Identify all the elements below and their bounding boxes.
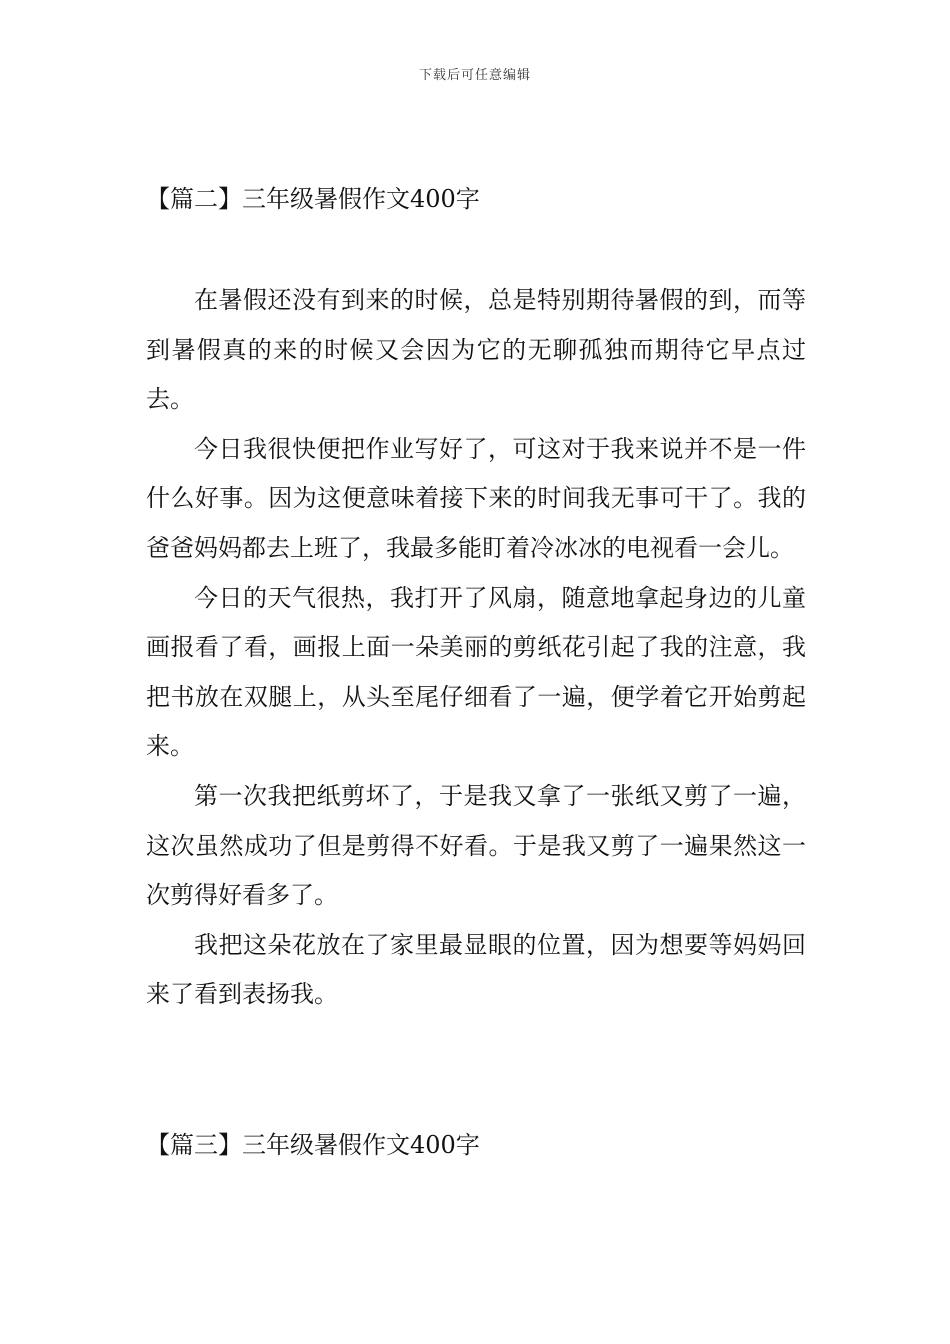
paragraph: 第一次我把纸剪坏了，于是我又拿了一张纸又剪了一遍，这次虽然成功了但是剪得不好看。于是我又剪了一遍果然这一次剪得好看多了。: [146, 781, 806, 910]
paragraph: 今日的天气很热，我打开了风扇，随意地拿起身边的儿童画报看了看，画报上面一朵美丽的剪纸花引起了我的注意，我把书放在双腿上，从头至尾仔细看了一遍，便学着它开始剪起来。: [146, 583, 806, 761]
paragraph: 在暑假还没有到来的时候，总是特别期待暑假的到，而等到暑假真的来的时候又会因为它的无聊孤独而期待它早点过去。: [146, 286, 806, 414]
essay-body: [146, 276, 806, 1020]
section-title: 【篇二】三年级暑假作文400字: [146, 185, 480, 213]
paragraph: 今日我很快便把作业写好了，可这对于我来说并不是一件什么好事。因为这便意味着接下来的时间我无事可干了。我的爸爸妈妈都去上班了，我最多能盯着冷冰冰的电视看一会儿。: [146, 434, 806, 562]
paragraph: 我把这朵花放在了家里最显眼的位置，因为想要等妈妈回来了看到表扬我。: [146, 930, 806, 1009]
header-note: 下载后可任意编辑: [418, 68, 531, 83]
section-title: 【篇三】三年级暑假作文400字: [146, 1131, 480, 1159]
